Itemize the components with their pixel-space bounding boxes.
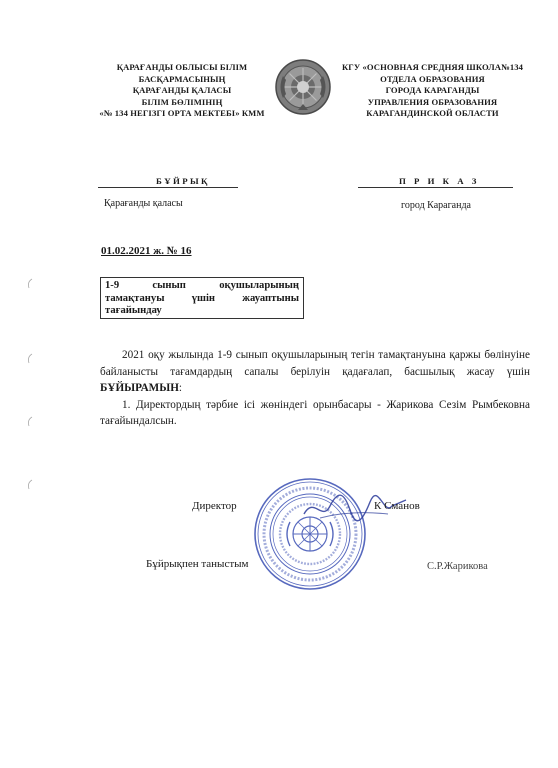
- order-date-number: 01.02.2021 ж. № 16: [101, 245, 192, 257]
- order-title-kz: БҰЙРЫҚ: [156, 176, 210, 186]
- order-rule-left: [98, 187, 238, 188]
- director-label: Директор: [192, 500, 237, 512]
- body-decree-word: БҰЙЫРАМЫН: [100, 382, 179, 394]
- binder-hole-mark-icon: [26, 478, 40, 492]
- binder-hole-mark-icon: [26, 352, 40, 366]
- order-body: [100, 347, 530, 430]
- binder-hole-mark-icon: [26, 277, 40, 291]
- order-subject: 1-9 сынып оқушыларының тамақтануы үшін жауаптыны тағайындау: [100, 277, 304, 319]
- body-paragraph-2: 1. Директордың тәрбие ісі жөніндегі орынбасары - Жарикова Сезім Рымбековна тағайындалсын.: [100, 398, 530, 427]
- order-title-ru: П Р И К А З: [399, 176, 480, 186]
- header-left-line: ҚАРАҒАНДЫ ОБЛЫСЫ БІЛІМ: [116, 62, 248, 72]
- header-right-line: УПРАВЛЕНИЯ ОБРАЗОВАНИЯ: [367, 96, 498, 107]
- acknowledged-label: Бұйрықпен таныстым: [146, 558, 249, 570]
- header-left-line: ҚАРАҒАНДЫ ҚАЛАСЫ: [132, 85, 232, 96]
- header-left-line: БІЛІМ БӨЛІМІНІҢ: [141, 96, 223, 107]
- order-rule-right: [358, 187, 513, 188]
- body-paragraph-1-tail: :: [178, 382, 182, 394]
- header-right-block: [330, 62, 535, 120]
- state-emblem-icon: [274, 58, 332, 116]
- body-paragraph-1: [100, 347, 530, 397]
- city-ru: город Караганда: [401, 200, 471, 211]
- header-left-line: БАСҚАРМАСЫНЫҢ: [138, 73, 226, 84]
- director-name: К Сманов: [374, 500, 420, 512]
- city-kz: Қарағанды қаласы: [104, 198, 183, 209]
- header-right-line: ОТДЕЛА ОБРАЗОВАНИЯ: [380, 73, 485, 84]
- header-right-line: ГОРОДА КАРАГАНДЫ: [385, 85, 480, 96]
- body-paragraph-1-text: 2021 оқу жылында 1-9 сынып оқушыларының тегін тамақтануына қаржы бөлінуіне байланысты тағамдардың сапалы берілуін қадағалап, басшылық жасау үшін: [100, 349, 530, 378]
- header-right-line: КГУ «ОСНОВНАЯ СРЕДНЯЯ ШКОЛА№134: [341, 62, 524, 72]
- header-left-block: [84, 62, 280, 120]
- binder-hole-mark-icon: [26, 415, 40, 429]
- header-right-line: КАРАГАНДИНСКОЙ ОБЛАСТИ: [366, 108, 499, 119]
- header-left-line: «№ 134 НЕГІЗГІ ОРТА МЕКТЕБІ» КММ: [99, 108, 265, 119]
- acknowledged-name: С.Р.Жарикова: [427, 561, 488, 572]
